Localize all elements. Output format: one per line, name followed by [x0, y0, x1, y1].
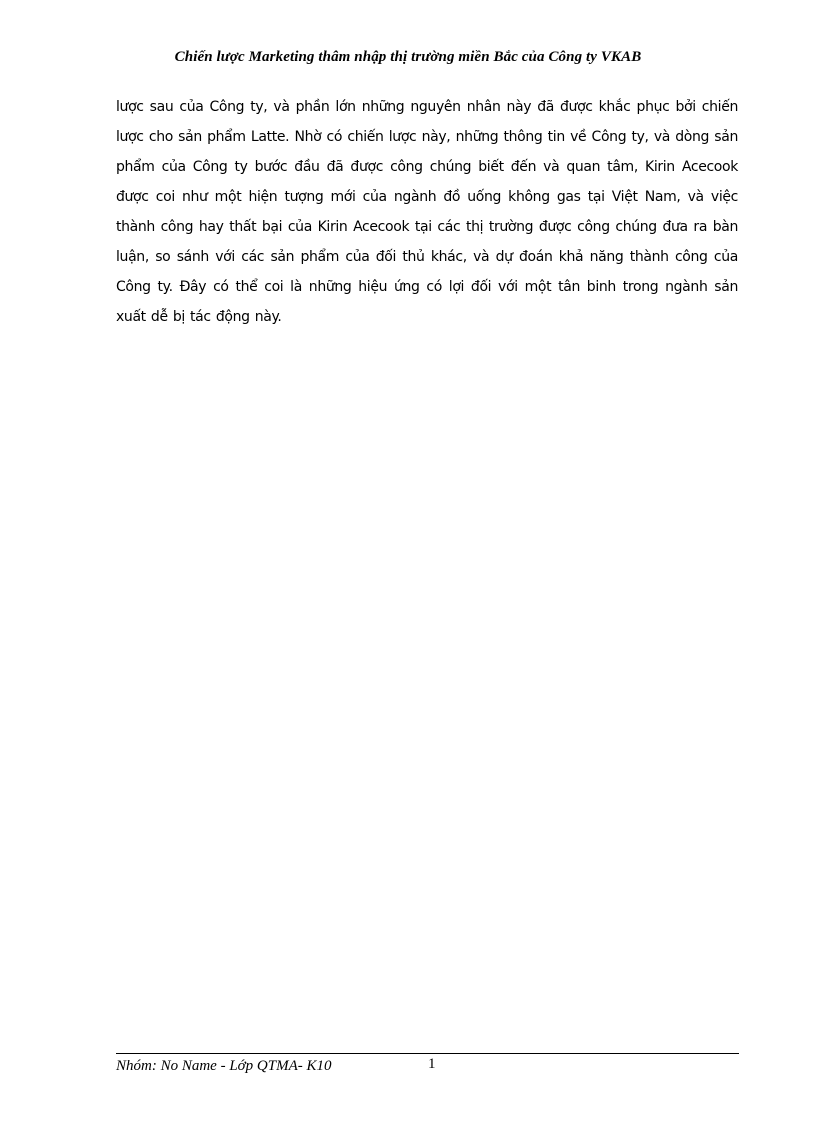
body-paragraph: lược sau của Công ty, và phần lớn những nguyên nhân này đã được khắc phục bởi chiến lược cho sản phẩm Latte. Nhờ có chiến lược này, những thông tin về Công ty, và dòng sản phẩm của Công ty bước đầu đã được công chúng biết đến và quan tâm, Kirin Acecook được coi như một hiện tượng mới của ngành đồ uống không gas tại Việt Nam, và việc thành công hay thất bại của Kirin Acecook tại các thị trường được công chúng đưa ra bàn luận, so sánh với các sản phẩm của đối thủ khác, và dự đoán khả năng thành công của Công ty. Đây có thể coi là những hiệu ứng có lợi đối với một tân binh trong ngành sản xuất dễ bị tác động này. — [116, 99, 738, 325]
footer-group-label: Nhóm: No Name - Lớp QTMA- K10 — [116, 1058, 332, 1074]
footer-divider — [116, 1053, 739, 1054]
page-header-title: Chiến lược Marketing thâm nhập thị trường miền Bắc của Công ty VKAB — [174, 49, 642, 65]
body-text — [116, 92, 738, 332]
page-number: 1 — [428, 1056, 436, 1072]
